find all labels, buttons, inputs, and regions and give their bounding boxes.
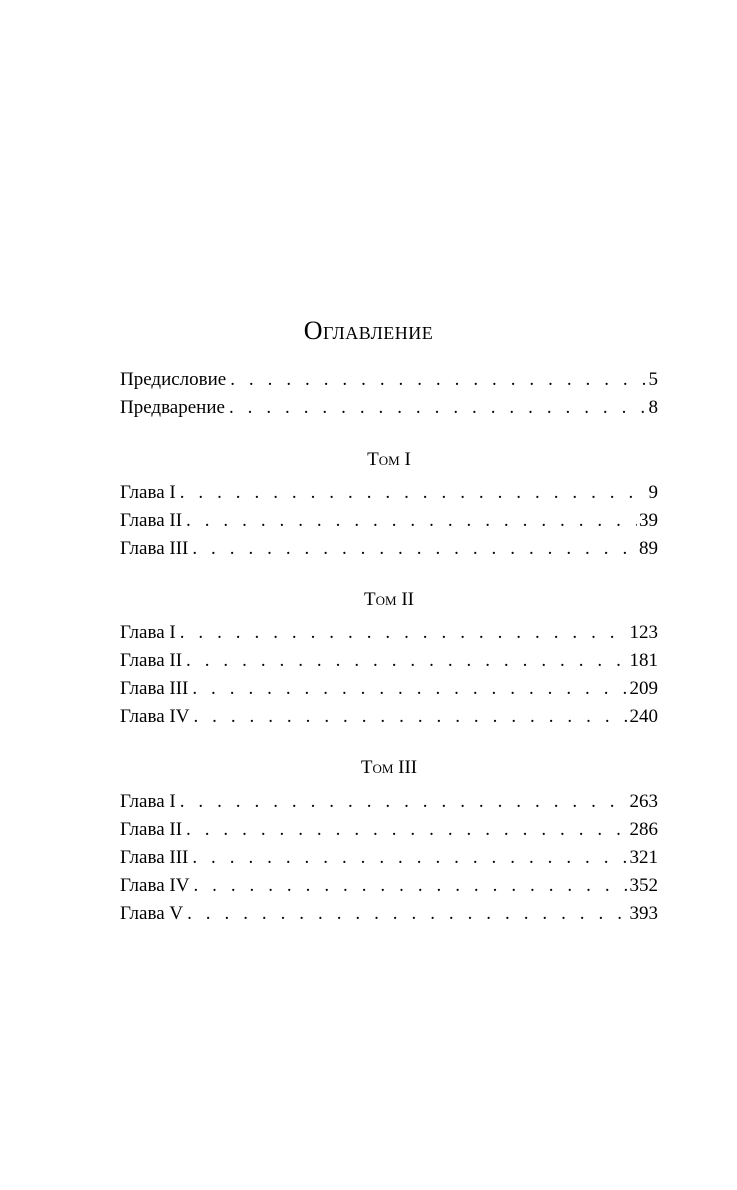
- toc-entry-page: 5: [648, 369, 658, 390]
- toc-entry[interactable]: [120, 479, 658, 507]
- toc-entry-preface[interactable]: [120, 366, 658, 394]
- volume-2-list: [120, 619, 658, 731]
- leader-dots: [186, 647, 627, 675]
- leader-dots: [186, 816, 627, 844]
- toc-entry[interactable]: [120, 844, 658, 872]
- leader-dots: [180, 788, 628, 816]
- leader-dots: [229, 394, 647, 422]
- toc-entry-page: 39: [639, 510, 658, 531]
- toc-entry[interactable]: [120, 647, 658, 675]
- toc-entry[interactable]: [120, 872, 658, 900]
- toc-entry-label: Глава II: [120, 819, 183, 840]
- toc-entry-label: Предисловие: [120, 369, 227, 390]
- leader-dots: [187, 900, 627, 928]
- toc-entry-page: 123: [629, 622, 658, 643]
- toc-entry-page: 181: [629, 650, 658, 671]
- toc-entry[interactable]: [120, 816, 658, 844]
- volume-1-list: [120, 479, 658, 563]
- toc-entry-page: 393: [629, 903, 658, 924]
- leader-dots: [193, 703, 627, 731]
- leader-dots: [192, 844, 627, 872]
- toc-entry-label: Глава III: [120, 678, 189, 699]
- toc-entry-page: 240: [629, 706, 658, 727]
- toc-entry-label: Глава II: [120, 650, 183, 671]
- toc-entry-label: Глава I: [120, 622, 176, 643]
- toc-entry-page: 8: [648, 397, 658, 418]
- toc-entry[interactable]: [120, 507, 658, 535]
- toc-entry-label: Глава III: [120, 538, 189, 559]
- toc-entry[interactable]: [120, 900, 658, 928]
- volume-1-section: [120, 446, 658, 474]
- toc-entry[interactable]: [120, 703, 658, 731]
- volume-3-list: [120, 788, 658, 928]
- leader-dots: [180, 479, 647, 507]
- toc-entry-page: 352: [629, 875, 658, 896]
- front-matter-list: [120, 366, 658, 422]
- volume-3-title: Том III: [360, 757, 418, 778]
- toc-entry-page: 89: [639, 538, 658, 559]
- leader-dots: [193, 872, 627, 900]
- toc-entry-page: 263: [629, 791, 658, 812]
- volume-2-title: Том II: [364, 589, 414, 610]
- leader-dots: [180, 619, 628, 647]
- toc-entry-label: Глава III: [120, 847, 189, 868]
- volume-1-title: Том I: [367, 449, 411, 470]
- leader-dots: [186, 507, 637, 535]
- toc-entry-page: 286: [629, 819, 658, 840]
- toc-entry[interactable]: [120, 675, 658, 703]
- toc-entry-label: Глава V: [120, 903, 184, 924]
- leader-dots: [192, 675, 627, 703]
- toc-entry-label: Глава I: [120, 791, 176, 812]
- toc-entry-label: Предварение: [120, 397, 225, 418]
- toc-entry-page: 9: [648, 482, 658, 503]
- toc-entry-page: 209: [629, 678, 658, 699]
- toc-entry[interactable]: [120, 788, 658, 816]
- volume-2-section: [120, 586, 658, 614]
- toc-entry-label: Глава II: [120, 510, 183, 531]
- toc-entry-label: Глава I: [120, 482, 176, 503]
- toc-entry[interactable]: [120, 535, 658, 563]
- toc-entry-page: 321: [629, 847, 658, 868]
- toc-entry[interactable]: [120, 619, 658, 647]
- volume-3-section: [120, 754, 658, 782]
- toc-entry-label: Глава IV: [120, 706, 190, 727]
- page-title: Оглавление: [303, 316, 434, 345]
- toc-entry-label: Глава IV: [120, 875, 190, 896]
- leader-dots: [192, 535, 637, 563]
- leader-dots: [230, 366, 646, 394]
- toc-entry-foreword[interactable]: [120, 394, 658, 422]
